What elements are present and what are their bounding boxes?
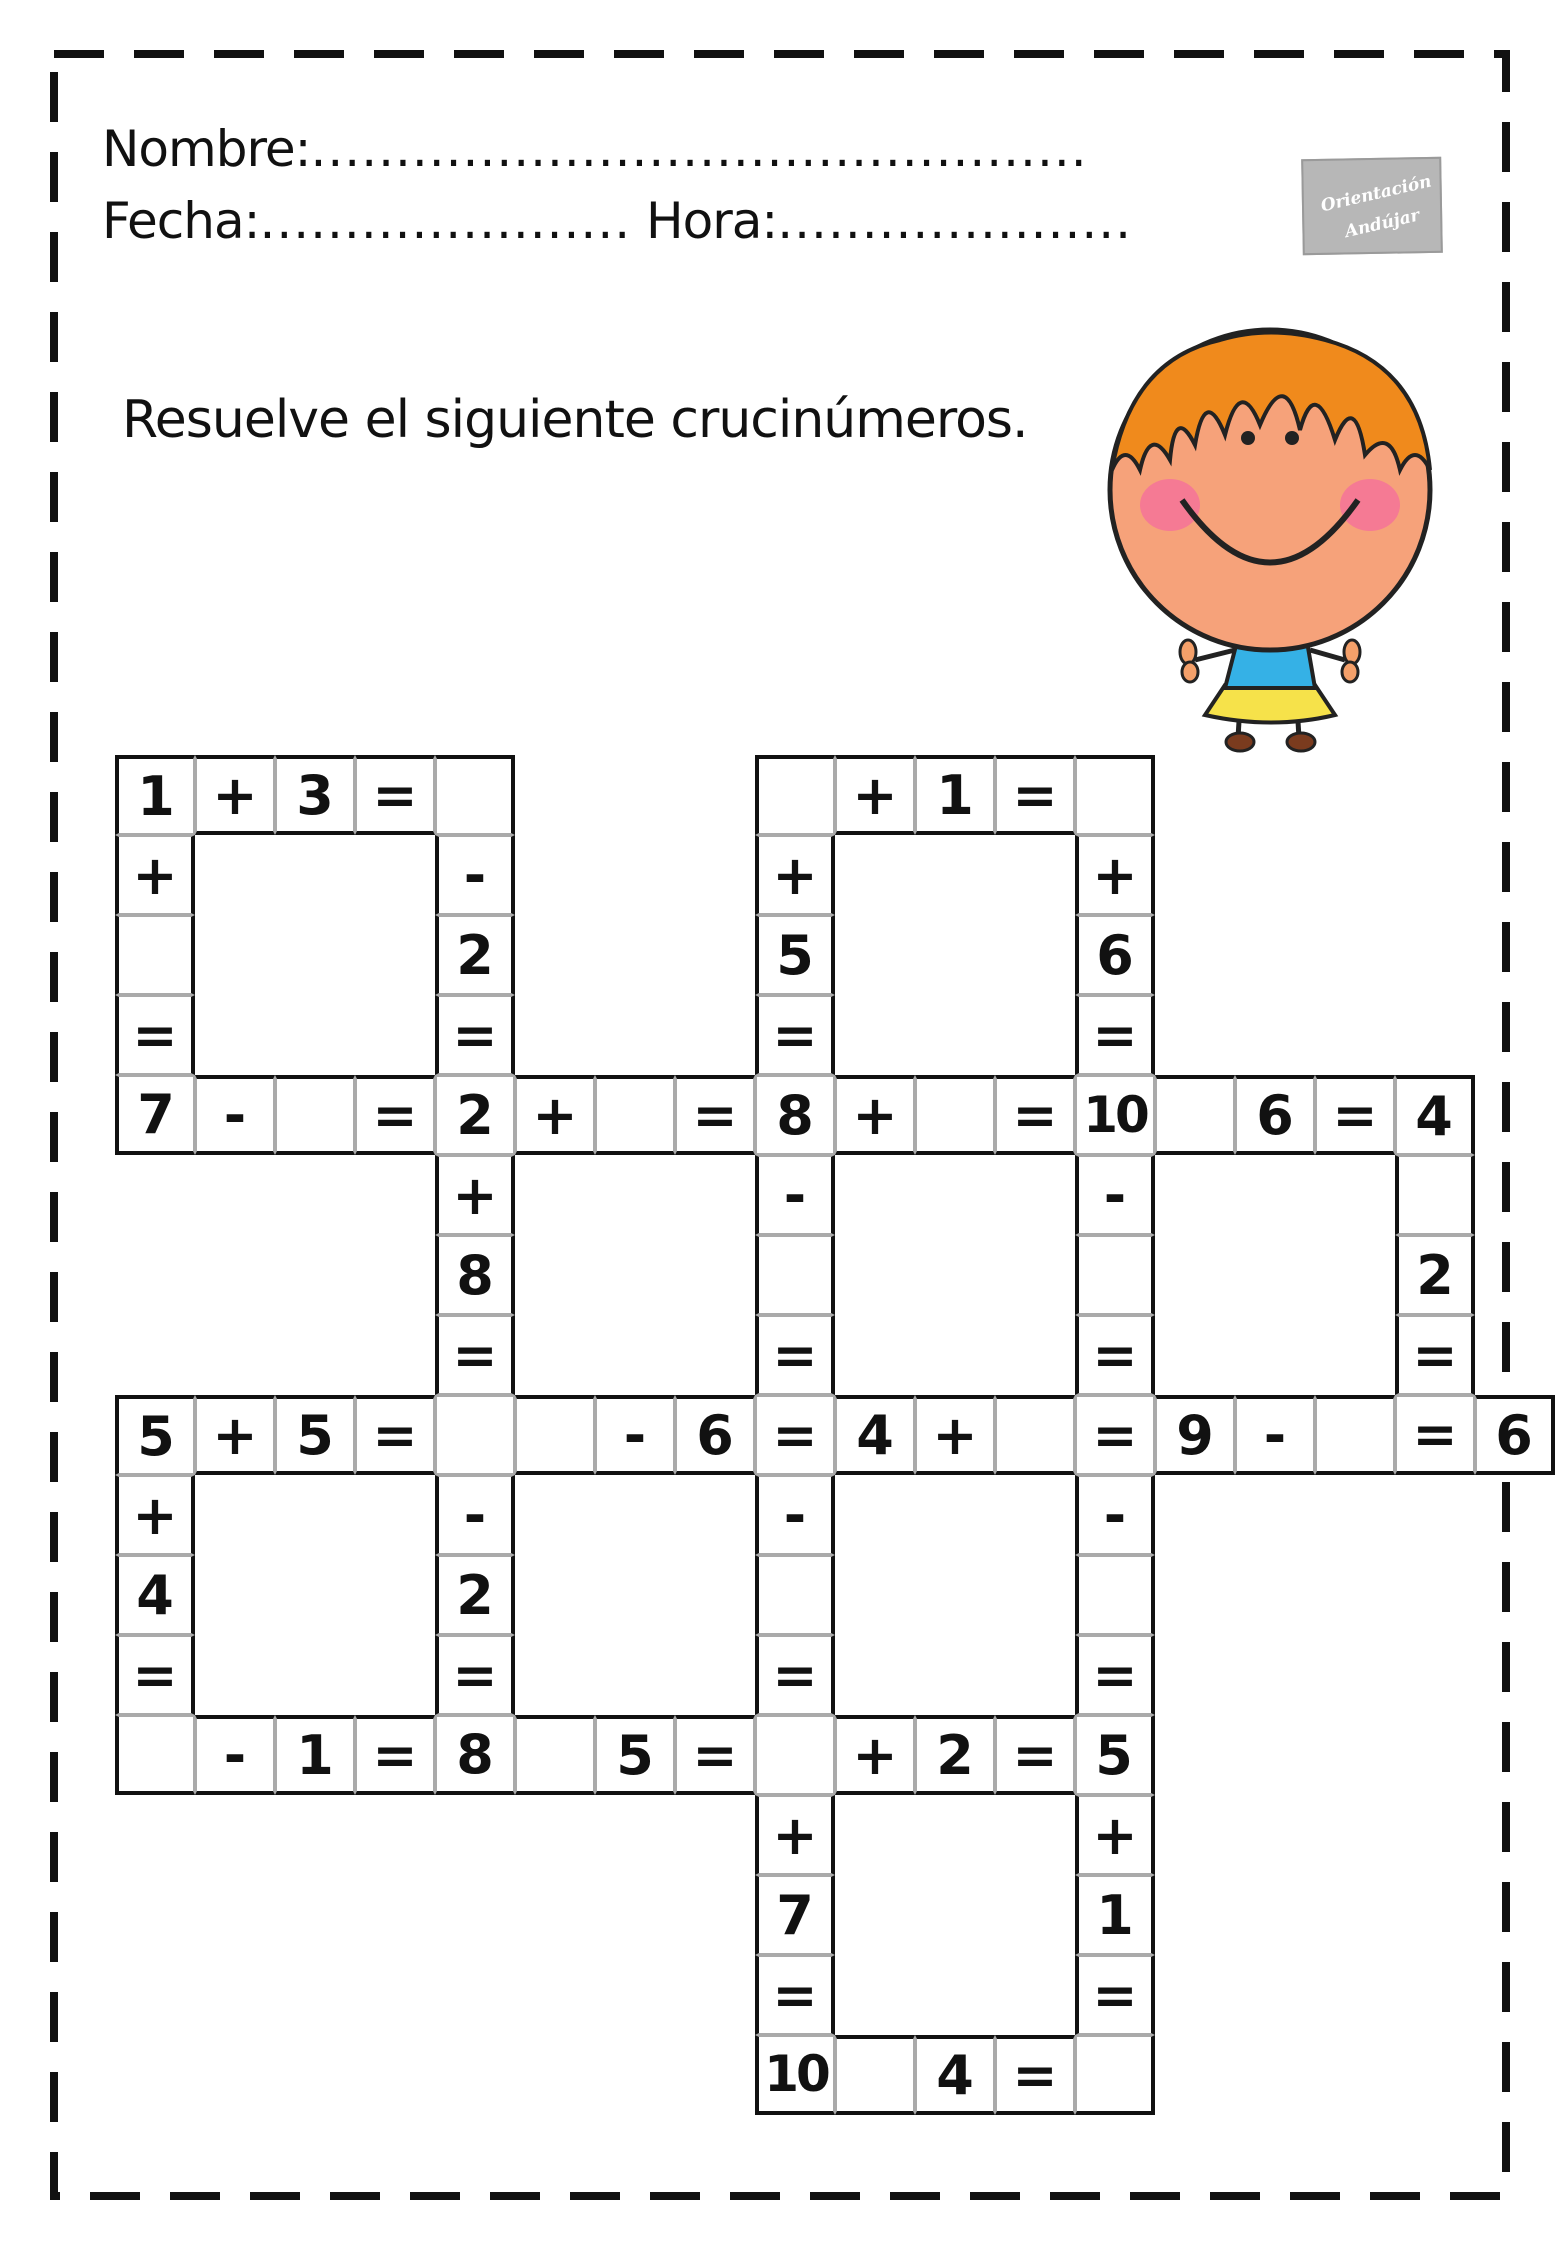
puzzle-answer-cell[interactable] — [1075, 1235, 1155, 1315]
puzzle-cell: 8 — [435, 1715, 515, 1795]
puzzle-cell: = — [1315, 1075, 1395, 1155]
puzzle-cell: + — [435, 1155, 515, 1235]
puzzle-cell: + — [915, 1395, 995, 1475]
puzzle-cell: + — [515, 1075, 595, 1155]
puzzle-cell: 2 — [915, 1715, 995, 1795]
puzzle-answer-cell[interactable] — [755, 1555, 835, 1635]
puzzle-cell: - — [755, 1475, 835, 1555]
puzzle-answer-cell[interactable] — [1075, 2035, 1155, 2115]
puzzle-answer-cell[interactable] — [755, 1715, 835, 1795]
puzzle-cell: = — [995, 1075, 1075, 1155]
puzzle-cell: = — [995, 2035, 1075, 2115]
name-label: Nombre: — [102, 120, 311, 178]
orientacion-andujar-logo — [1301, 157, 1443, 255]
puzzle-cell: + — [195, 1395, 275, 1475]
puzzle-cell: = — [1075, 995, 1155, 1075]
puzzle-cell: = — [435, 1315, 515, 1395]
puzzle-cell: = — [355, 1395, 435, 1475]
puzzle-cell: 4 — [1395, 1075, 1475, 1155]
puzzle-cell: = — [355, 755, 435, 835]
name-blank[interactable]: .............................................. — [310, 120, 1088, 178]
date-blank[interactable]: ...................... — [259, 192, 632, 250]
puzzle-cell: + — [755, 835, 835, 915]
puzzle-cell: 6 — [1235, 1075, 1315, 1155]
puzzle-cell: = — [755, 1955, 835, 2035]
instruction-text: Resuelve el siguiente crucinúmeros. — [122, 390, 1028, 450]
date-label: Fecha: — [102, 192, 260, 250]
puzzle-cell: 6 — [1075, 915, 1155, 995]
puzzle-cell: 3 — [275, 755, 355, 835]
puzzle-answer-cell[interactable] — [1395, 1155, 1475, 1235]
puzzle-cell: 10 — [755, 2035, 835, 2115]
puzzle-answer-cell[interactable] — [515, 1715, 595, 1795]
puzzle-cell: = — [115, 1635, 195, 1715]
puzzle-cell: = — [675, 1715, 755, 1795]
puzzle-cell: = — [675, 1075, 755, 1155]
puzzle-cell: + — [195, 755, 275, 835]
puzzle-cell: 7 — [755, 1875, 835, 1955]
puzzle-answer-cell[interactable] — [275, 1075, 355, 1155]
puzzle-cell: 2 — [435, 1075, 515, 1155]
puzzle-cell: 5 — [595, 1715, 675, 1795]
puzzle-cell: = — [995, 1715, 1075, 1795]
puzzle-cell: + — [835, 755, 915, 835]
puzzle-cell: 1 — [915, 755, 995, 835]
puzzle-cell: = — [1075, 1635, 1155, 1715]
time-blank[interactable]: ..................... — [777, 192, 1133, 250]
puzzle-cell: = — [755, 1635, 835, 1715]
puzzle-answer-cell[interactable] — [915, 1075, 995, 1155]
puzzle-cell: 1 — [1075, 1875, 1155, 1955]
puzzle-cell: = — [1075, 1315, 1155, 1395]
puzzle-answer-cell[interactable] — [1315, 1395, 1395, 1475]
puzzle-answer-cell[interactable] — [115, 1715, 195, 1795]
puzzle-cell: = — [355, 1075, 435, 1155]
puzzle-cell: 8 — [755, 1075, 835, 1155]
name-line — [102, 120, 1088, 178]
puzzle-cell: 2 — [1395, 1235, 1475, 1315]
puzzle-answer-cell[interactable] — [515, 1395, 595, 1475]
puzzle-cell: = — [115, 995, 195, 1075]
puzzle-answer-cell[interactable] — [435, 755, 515, 835]
puzzle-cell: + — [1075, 1795, 1155, 1875]
puzzle-cell: - — [1235, 1395, 1315, 1475]
puzzle-cell: + — [115, 1475, 195, 1555]
puzzle-cell: = — [755, 1315, 835, 1395]
puzzle-cell: = — [1395, 1315, 1475, 1395]
puzzle-cell: 2 — [435, 1555, 515, 1635]
puzzle-cell: 5 — [115, 1395, 195, 1475]
cartoon-child-illustration — [1100, 320, 1450, 760]
puzzle-answer-cell[interactable] — [1075, 755, 1155, 835]
puzzle-cell: - — [435, 1475, 515, 1555]
puzzle-answer-cell[interactable] — [755, 755, 835, 835]
puzzle-cell: - — [595, 1395, 675, 1475]
puzzle-cell: - — [195, 1075, 275, 1155]
puzzle-cell: = — [1075, 1955, 1155, 2035]
puzzle-cell: = — [1075, 1395, 1155, 1475]
puzzle-cell: = — [1395, 1395, 1475, 1475]
puzzle-cell: - — [195, 1715, 275, 1795]
puzzle-answer-cell[interactable] — [835, 2035, 915, 2115]
puzzle-answer-cell[interactable] — [435, 1395, 515, 1475]
puzzle-cell: = — [435, 995, 515, 1075]
puzzle-cell: 4 — [115, 1555, 195, 1635]
puzzle-cell: 4 — [835, 1395, 915, 1475]
puzzle-cell: - — [1075, 1155, 1155, 1235]
puzzle-cell: - — [1075, 1475, 1155, 1555]
puzzle-answer-cell[interactable] — [595, 1075, 675, 1155]
puzzle-cell: 7 — [115, 1075, 195, 1155]
puzzle-answer-cell[interactable] — [1075, 1555, 1155, 1635]
puzzle-cell: 4 — [915, 2035, 995, 2115]
puzzle-cell: + — [1075, 835, 1155, 915]
puzzle-cell: = — [755, 1395, 835, 1475]
puzzle-answer-cell[interactable] — [115, 915, 195, 995]
puzzle-cell: - — [755, 1155, 835, 1235]
puzzle-cell: = — [995, 755, 1075, 835]
logo-line-2: Andújar — [1343, 205, 1422, 243]
puzzle-cell: 9 — [1155, 1395, 1235, 1475]
puzzle-answer-cell[interactable] — [1155, 1075, 1235, 1155]
puzzle-cell: 1 — [275, 1715, 355, 1795]
puzzle-cell: + — [835, 1715, 915, 1795]
puzzle-answer-cell[interactable] — [755, 1235, 835, 1315]
puzzle-cell: 5 — [275, 1395, 355, 1475]
puzzle-cell: 6 — [1475, 1395, 1555, 1475]
puzzle-cell: 5 — [1075, 1715, 1155, 1795]
puzzle-cell: + — [835, 1075, 915, 1155]
puzzle-cell: = — [355, 1715, 435, 1795]
puzzle-cell: + — [115, 835, 195, 915]
puzzle-cell: = — [755, 995, 835, 1075]
date-time-line — [102, 192, 1132, 250]
puzzle-cell: 6 — [675, 1395, 755, 1475]
puzzle-cell: 2 — [435, 915, 515, 995]
puzzle-cell: + — [755, 1795, 835, 1875]
puzzle-cell: - — [435, 835, 515, 915]
puzzle-cell: 8 — [435, 1235, 515, 1315]
puzzle-answer-cell[interactable] — [995, 1395, 1075, 1475]
puzzle-cell: 1 — [115, 755, 195, 835]
puzzle-cell: 5 — [755, 915, 835, 995]
puzzle-cell: 10 — [1075, 1075, 1155, 1155]
logo-line-1: Orientación — [1318, 171, 1434, 217]
time-label: Hora: — [646, 192, 778, 250]
puzzle-cell: = — [435, 1635, 515, 1715]
